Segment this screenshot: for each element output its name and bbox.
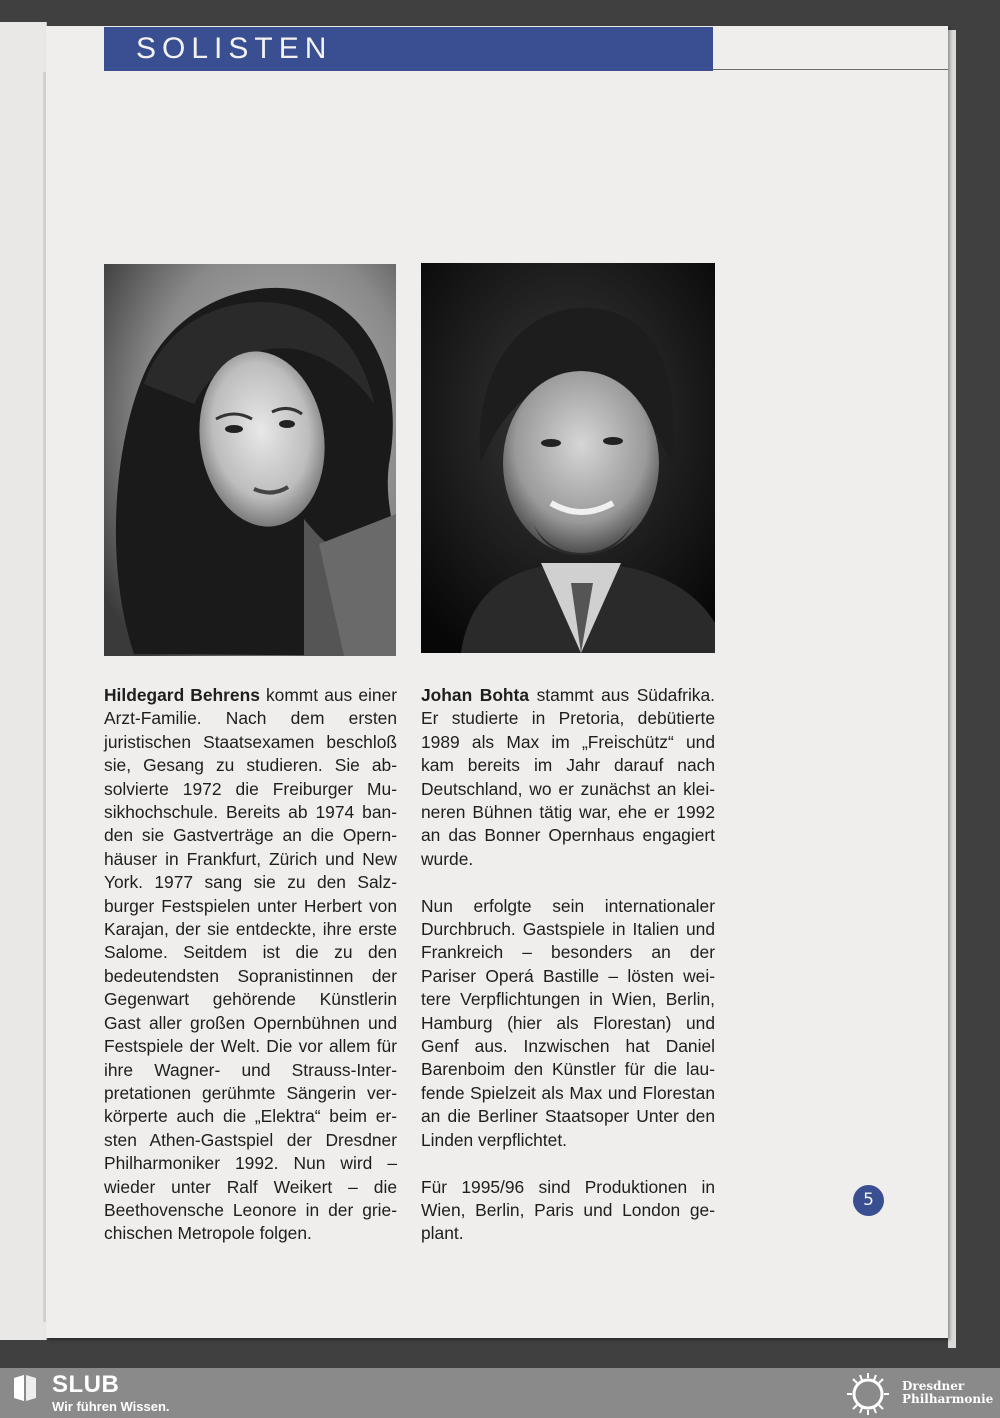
partner-name[interactable] — [902, 1380, 993, 1406]
dresdner-philharmonie-logo-icon — [842, 1371, 894, 1417]
johan-bohta-portrait — [421, 263, 715, 653]
bohta-biography — [421, 684, 715, 1246]
section-header — [104, 27, 713, 71]
facing-page-edge — [0, 22, 47, 1340]
bohta-text: stammt aus Südafrika. Er studierte in Pretoria, debütierte 1989 als Max im „Freischütz“ und kam bereits im Jahr darauf nach Deutschland, wo er zunächst an kleineren Bühnen tätig war, ehe er 1992 an das Bonner Opernhaus engagiert wurde. — [421, 685, 716, 869]
bohta-paragraph-1 — [421, 684, 715, 871]
page-number-badge: 5 — [853, 1185, 884, 1216]
header-rule — [713, 69, 948, 70]
slub-logo-icon — [12, 1374, 38, 1402]
section-title: SOLISTEN — [136, 32, 333, 65]
bohta-paragraph-2: Nun erfolgte sein internationaler Durchbruch. Gastspiele in Italien und Frankreich – besonders an der Pariser Operá Bastille – lösten weitere Verpflichtungen in Wien, Berlin, Hamburg (hier als Florestan) und Genf aus. Inzwischen hat Daniel Barenboim den Künstler für die laufende Spielzeit als Max und Florestan an die Berliner Staatsoper Unter den Linden verpflichtet. — [421, 895, 715, 1150]
viewer-footer — [0, 1368, 1000, 1418]
hildegard-behrens-portrait — [104, 264, 396, 656]
partner-name-line1: Dresdner — [902, 1379, 965, 1393]
bohta-name: Johan Bohta — [421, 685, 530, 705]
behrens-text: kommt aus einer Arzt-Familie. Nach dem ersten juristischen Staatsexamen beschloß sie, Gesang zu studieren. Sie absolvierte 1972 die Freiburger Musikhochschule. Bereits ab 1974 banden sie Gastverträge an die Opernhäuser in Frankfurt, Zürich und New York. 1977 sang sie zu den Salzburger Festspielen unter Herbert von Karajan, der sie entdeckte, ihre erste Salome. Seitdem ist die zu den bedeutendsten Sopranistinnen der Gegenwart gehörende Künstlerin Gast aller großen Opernbühnen und Festspiele der Welt. Die vor allem für ihre Wagner- und Strauss-Interpretationen gerühmte Sängerin verkörperte auch die „Elektra“ beim ersten Athen-Gastspiel der Dresdner Philharmoniker 1992. Nun wird – wieder unter Ralf Weikert – die Beethovensche Leonore in der griechischen Metropole folgen. — [104, 685, 397, 1244]
slub-title[interactable]: SLUB — [52, 1371, 120, 1398]
behrens-name: Hildegard Behrens — [104, 685, 260, 705]
slub-slogan: Wir führen Wissen. — [52, 1399, 170, 1414]
page-stack-edge — [948, 30, 956, 1348]
behrens-paragraph — [104, 684, 397, 1246]
bohta-paragraph-3: Für 1995/96 sind Produktionen in Wien, Berlin, Paris und London geplant. — [421, 1176, 715, 1244]
partner-name-line2: Philharmonie — [902, 1392, 994, 1406]
behrens-biography — [104, 684, 397, 1246]
